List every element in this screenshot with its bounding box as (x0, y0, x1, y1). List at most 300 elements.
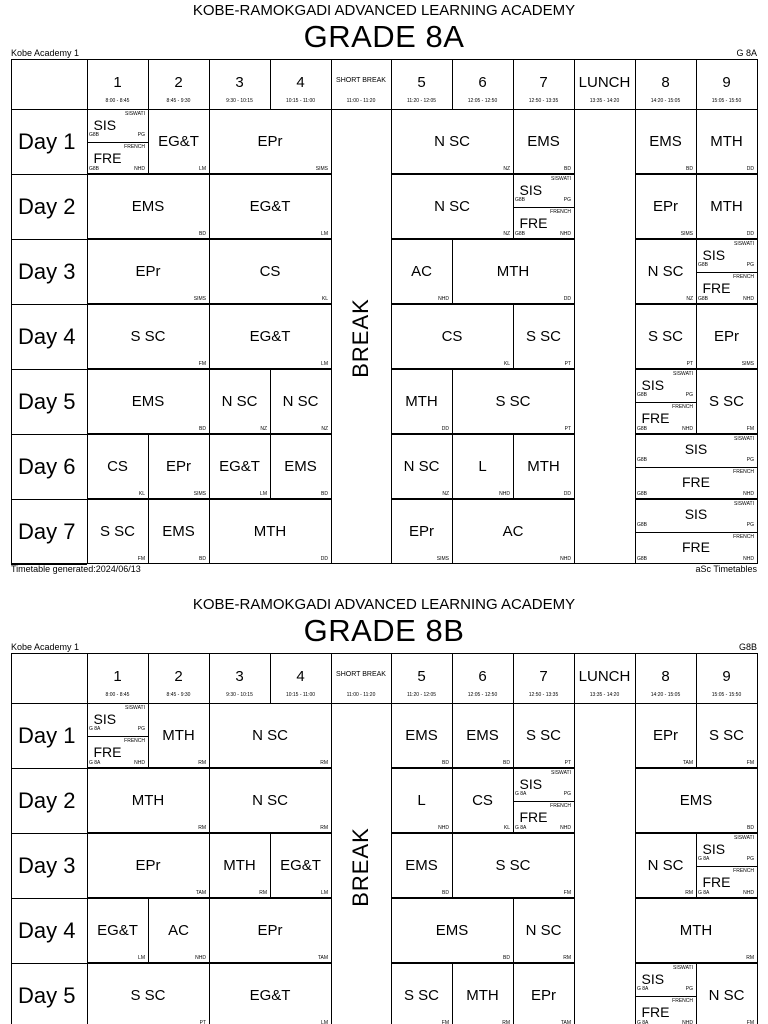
lesson-teacher: RM (198, 760, 206, 766)
fre-subject: FRE (93, 743, 122, 760)
period-number: 5 (417, 74, 426, 91)
grid-line (574, 768, 575, 833)
fre-subject: FRE (93, 149, 122, 166)
period-number: 3 (235, 74, 244, 91)
lesson-subject: MTH (223, 856, 256, 874)
grid-line (635, 369, 696, 370)
grid-line (87, 304, 88, 369)
teacher-nhd: NHD (743, 556, 754, 562)
grid-line (452, 369, 574, 370)
grid-line (391, 963, 452, 964)
lesson-cell (209, 239, 331, 304)
lesson-subject: EPr (257, 921, 283, 939)
grid-line (513, 304, 514, 369)
lesson-subject: S SC (708, 726, 744, 744)
lesson-teacher: RM (320, 760, 328, 766)
lesson-cell (209, 703, 331, 768)
grid-line (11, 59, 12, 564)
grid-line (331, 653, 332, 703)
lesson-teacher: BD (199, 556, 206, 562)
grid-line (391, 499, 452, 500)
teacher-pg: PG (746, 855, 754, 862)
grid-line (696, 653, 697, 703)
school-name: KOBE-RAMOKGADI ADVANCED LEARNING ACADEMY (192, 596, 576, 613)
grid-line (696, 174, 697, 239)
lesson-teacher: BD (564, 166, 571, 172)
grid-line (148, 434, 149, 499)
grid-line (574, 499, 575, 564)
lesson-teacher: BD (503, 955, 510, 961)
grid-line (635, 963, 696, 964)
period-number: 4 (296, 74, 305, 91)
lesson-teacher: TAM (195, 890, 206, 896)
period-time: 12:05 - 12:50 (467, 98, 498, 104)
school-name: KOBE-RAMOKGADI ADVANCED LEARNING ACADEMY (192, 2, 576, 19)
lesson-cell (391, 304, 513, 369)
grid-line (513, 898, 514, 963)
period-header (574, 653, 635, 703)
grid-line (87, 174, 209, 175)
lesson-subject: AC (502, 522, 524, 540)
lesson-subject: MTH (405, 392, 438, 410)
lesson-cell (391, 369, 452, 434)
lesson-subject: EG&T (97, 921, 138, 939)
siswati-label: SISWATI (551, 770, 571, 776)
lesson-teacher: NZ (503, 166, 510, 172)
grid-line (270, 369, 331, 370)
teacher-nhd: NHD (743, 491, 754, 497)
period-header (87, 59, 148, 109)
grid-line (452, 963, 513, 964)
lesson-teacher: LM (321, 1020, 328, 1024)
grid-line (452, 768, 513, 769)
lesson-cell (209, 174, 331, 239)
lesson-subject: EPr (165, 457, 191, 475)
lesson-teacher: DD (746, 166, 754, 172)
option-split-cell (635, 963, 696, 1024)
grid-line (270, 369, 271, 434)
day-label: Day 2 (18, 788, 76, 813)
grid-line (391, 833, 452, 834)
grid-line (574, 59, 575, 109)
grid-line (757, 174, 758, 239)
grid-line (635, 898, 757, 899)
grid-line (270, 833, 331, 834)
day-label: Day 7 (18, 519, 76, 544)
grid-line (11, 239, 87, 240)
grid-line (209, 109, 331, 110)
grid-line (696, 963, 757, 964)
grid-line (87, 898, 148, 899)
lesson-subject: EG&T (219, 457, 260, 475)
room-label: G8B (515, 231, 526, 237)
lesson-teacher: RM (198, 825, 206, 831)
grid-line (87, 142, 148, 143)
lesson-subject: EPr (713, 327, 739, 345)
grid-line (87, 898, 88, 963)
lesson-subject: N SC (647, 856, 684, 874)
lesson-subject: EG&T (249, 197, 291, 215)
period-number: 8 (661, 74, 670, 91)
lesson-subject: N SC (403, 457, 440, 475)
grid-line (391, 434, 392, 499)
grid-line (148, 109, 209, 110)
grid-line (513, 653, 514, 703)
grid-line (209, 109, 210, 174)
grid-line (87, 369, 88, 434)
french-label: FRENCH (733, 273, 754, 280)
sis-subject: SIS (519, 776, 543, 792)
grid-line (574, 174, 575, 239)
room-label: G8B (89, 131, 100, 138)
grid-line (87, 833, 209, 834)
lesson-teacher: DD (320, 556, 328, 562)
grid-line (209, 768, 331, 769)
lesson-teacher: PT (564, 361, 571, 367)
grid-line (452, 963, 453, 1024)
grid-line (513, 109, 514, 174)
grid-line (209, 174, 331, 175)
french-label: FRENCH (733, 533, 754, 540)
period-number: 2 (174, 74, 183, 91)
fre-subject: FRE (702, 279, 731, 296)
lesson-subject: EMS (284, 457, 317, 475)
lesson-subject: EMS (131, 392, 165, 410)
period-time: 15:05 - 15:50 (711, 692, 742, 698)
grid-line (452, 239, 574, 240)
lesson-teacher: SIMS (741, 361, 754, 367)
lesson-subject: EMS (466, 726, 499, 744)
lesson-teacher: PT (564, 426, 571, 432)
room-label: G8B (89, 166, 100, 172)
grid-line (452, 499, 453, 564)
sis-subject: SIS (641, 971, 665, 987)
lesson-teacher: PT (686, 361, 693, 367)
grid-line (331, 768, 332, 833)
grid-line (513, 768, 514, 833)
lesson-cell (87, 833, 209, 898)
day-label: Day 4 (18, 918, 76, 943)
period-header (270, 653, 331, 703)
period-number: 2 (174, 668, 183, 685)
lesson-teacher: TAM (682, 760, 693, 766)
grid-line (391, 833, 392, 898)
lesson-cell (87, 434, 148, 499)
period-time: 10:15 - 11:00 (285, 692, 316, 698)
grid-line (635, 963, 636, 1024)
grid-line (635, 109, 696, 110)
lesson-subject: EMS (405, 856, 438, 874)
grid-line (209, 434, 270, 435)
lesson-cell (270, 833, 331, 898)
grid-line (757, 963, 758, 1024)
period-number: 5 (417, 668, 426, 685)
grid-line (11, 833, 87, 834)
period-time: 12:50 - 13:35 (528, 98, 559, 104)
grid-line (148, 703, 149, 768)
grid-line (148, 109, 149, 174)
period-header (513, 59, 574, 109)
lesson-cell (148, 703, 209, 768)
option-split-cell (635, 499, 757, 564)
grid-line (331, 174, 332, 239)
siswati-label: SISWATI (734, 501, 754, 507)
period-header (209, 653, 270, 703)
grid-line (148, 898, 209, 899)
grid-line (391, 239, 452, 240)
grid-line (635, 898, 636, 963)
lesson-subject: MTH (527, 457, 560, 475)
grid-line (635, 174, 636, 239)
grid-line (148, 703, 209, 704)
grid-line (452, 703, 453, 768)
grid-line (209, 434, 210, 499)
lesson-cell (635, 898, 757, 963)
lesson-cell (696, 174, 757, 239)
room-label: G8B (637, 426, 648, 432)
period-header (148, 653, 209, 703)
grid-line (87, 239, 209, 240)
grid-line (635, 434, 636, 499)
lesson-cell (696, 369, 757, 434)
grid-line (635, 304, 696, 305)
grid-line (87, 653, 88, 703)
period-number: 9 (722, 74, 731, 91)
class-code: G8B (738, 642, 757, 652)
grid-line (87, 703, 148, 704)
grid-line (270, 59, 271, 109)
lesson-subject: N SC (647, 262, 684, 280)
french-label: FRENCH (124, 143, 145, 150)
grid-line (452, 703, 513, 704)
french-label: FRENCH (550, 802, 571, 809)
lesson-subject: S SC (525, 726, 561, 744)
lesson-cell (635, 304, 696, 369)
grid-line (574, 653, 575, 703)
fre-subject: FRE (641, 1003, 670, 1020)
lesson-teacher: FM (746, 1020, 754, 1024)
lesson-teacher: FM (198, 361, 206, 367)
teacher-nhd: NHD (743, 296, 754, 302)
grid-line (391, 653, 392, 703)
lesson-cell (87, 304, 209, 369)
period-number: LUNCH (578, 74, 631, 91)
lesson-subject: EMS (435, 921, 469, 939)
period-time: 8:45 - 9:30 (166, 692, 191, 698)
grid-line (635, 499, 757, 500)
teacher-pg: PG (563, 790, 571, 797)
lesson-teacher: NZ (686, 296, 693, 302)
period-header (391, 59, 452, 109)
grid-line (331, 304, 332, 369)
lesson-cell (209, 304, 331, 369)
grid-line (391, 59, 392, 109)
room-label: G 8A (515, 825, 527, 831)
grid-line (513, 963, 514, 1024)
grid-line (696, 963, 697, 1024)
lesson-teacher: FM (746, 760, 754, 766)
break-label: BREAK (348, 826, 373, 907)
lesson-subject: S SC (130, 986, 166, 1004)
grid-line (209, 304, 331, 305)
grid-line (11, 768, 87, 769)
grid-line (391, 174, 513, 175)
room-label: G 8A (698, 855, 710, 862)
grid-line (757, 898, 758, 963)
period-number: SHORT BREAK (336, 77, 386, 84)
grid-line (87, 768, 88, 833)
lesson-subject: MTH (466, 986, 499, 1004)
lesson-subject: N SC (252, 726, 288, 744)
lesson-teacher: NZ (321, 426, 328, 432)
grid-line (574, 109, 575, 174)
grid-line (11, 653, 12, 1024)
lesson-cell (391, 768, 452, 833)
grid-line (574, 898, 575, 963)
grid-line (209, 703, 210, 768)
lesson-teacher: BD (199, 426, 206, 432)
grid-line (209, 239, 331, 240)
grid-line (87, 304, 209, 305)
teacher-nhd: NHD (743, 890, 754, 896)
grid-line (148, 499, 209, 500)
grid-line (391, 304, 513, 305)
period-time: 11:20 - 12:05 (406, 98, 437, 104)
class-code: G 8A (736, 48, 757, 58)
grid-line (391, 963, 392, 1024)
teacher-nhd: NHD (682, 426, 693, 432)
lesson-teacher: LM (321, 231, 328, 237)
sis-subject: SIS (684, 506, 708, 523)
lesson-subject: AC (411, 262, 432, 280)
lesson-cell (209, 833, 270, 898)
grid-line (209, 304, 210, 369)
lesson-subject: EPr (135, 262, 161, 280)
grid-line (696, 109, 757, 110)
lesson-subject: S SC (130, 327, 166, 345)
period-number: 4 (296, 668, 305, 685)
grid-line (209, 239, 210, 304)
lesson-cell (513, 963, 574, 1024)
lesson-cell (148, 499, 209, 564)
lesson-subject: CS (472, 791, 493, 809)
grid-line (635, 174, 696, 175)
grid-line (757, 499, 758, 564)
fre-subject: FRE (641, 409, 670, 426)
day-label: Day 1 (18, 723, 76, 748)
grid-line (513, 304, 574, 305)
lesson-subject: EPr (530, 986, 556, 1004)
grid-line (331, 703, 332, 768)
lesson-subject: MTH (162, 726, 195, 744)
grid-line (696, 109, 697, 174)
period-number: 7 (539, 668, 548, 685)
grid-line (635, 59, 636, 109)
grid-line (574, 304, 575, 369)
grid-line (11, 499, 87, 500)
grid-line (270, 434, 271, 499)
period-header (148, 59, 209, 109)
option-split-cell (635, 369, 696, 434)
grid-line (209, 833, 270, 834)
grid-line (209, 963, 331, 964)
lesson-subject: MTH (679, 921, 713, 939)
room-label: G 8A (637, 1020, 649, 1024)
grid-line (331, 59, 332, 109)
lesson-cell (209, 499, 331, 564)
french-label: FRENCH (733, 468, 754, 475)
lesson-subject: MTH (131, 791, 165, 809)
grid-line (452, 239, 453, 304)
period-header (209, 59, 270, 109)
day-label: Day 3 (18, 259, 76, 284)
lesson-teacher: LM (199, 166, 206, 172)
grid-line (391, 369, 452, 370)
siswati-label: SISWATI (551, 176, 571, 182)
lesson-subject: N SC (221, 392, 258, 410)
option-split-cell (696, 833, 757, 898)
lesson-subject: EG&T (280, 856, 321, 874)
lesson-subject: EPr (408, 522, 434, 540)
lesson-subject: EMS (679, 791, 713, 809)
sis-subject: SIS (519, 182, 543, 198)
lesson-cell (513, 898, 574, 963)
lesson-teacher: SIMS (680, 231, 693, 237)
lesson-cell (696, 109, 757, 174)
french-label: FRENCH (733, 867, 754, 874)
lesson-subject: EMS (405, 726, 438, 744)
grid-line (696, 703, 757, 704)
grid-line (696, 703, 697, 768)
teacher-pg: PG (685, 391, 693, 398)
timetable-grade-8a (11, 59, 757, 564)
period-time: 13:35 - 14:20 (589, 98, 620, 104)
french-label: FRENCH (124, 737, 145, 744)
lesson-subject: EMS (162, 522, 195, 540)
period-time: 10:15 - 11:00 (285, 98, 316, 104)
grid-line (391, 174, 392, 239)
grid-line (635, 434, 757, 435)
teacher-pg: PG (746, 456, 754, 463)
period-time: 11:20 - 12:05 (406, 692, 437, 698)
grid-line (11, 174, 87, 175)
grid-line (635, 304, 636, 369)
grid-line (209, 898, 331, 899)
grid-line (757, 434, 758, 499)
option-split-cell (696, 239, 757, 304)
grid-line (635, 239, 696, 240)
fre-subject: FRE (702, 873, 731, 890)
lesson-subject: MTH (710, 197, 743, 215)
grid-line (452, 434, 453, 499)
grid-line (513, 174, 574, 175)
lesson-cell (87, 369, 209, 434)
lesson-teacher: NZ (260, 426, 267, 432)
sis-subject: SIS (641, 377, 665, 393)
lesson-subject: EPr (135, 856, 161, 874)
grid-line (87, 499, 88, 564)
lesson-subject: N SC (434, 197, 470, 215)
lesson-teacher: RM (563, 955, 571, 961)
period-number: 6 (478, 74, 487, 91)
grid-line (635, 369, 636, 434)
grid-line (696, 174, 757, 175)
lesson-cell (391, 499, 452, 564)
lesson-teacher: LM (321, 361, 328, 367)
grid-line (696, 239, 757, 240)
grid-line (635, 768, 757, 769)
lesson-teacher: BD (199, 231, 206, 237)
